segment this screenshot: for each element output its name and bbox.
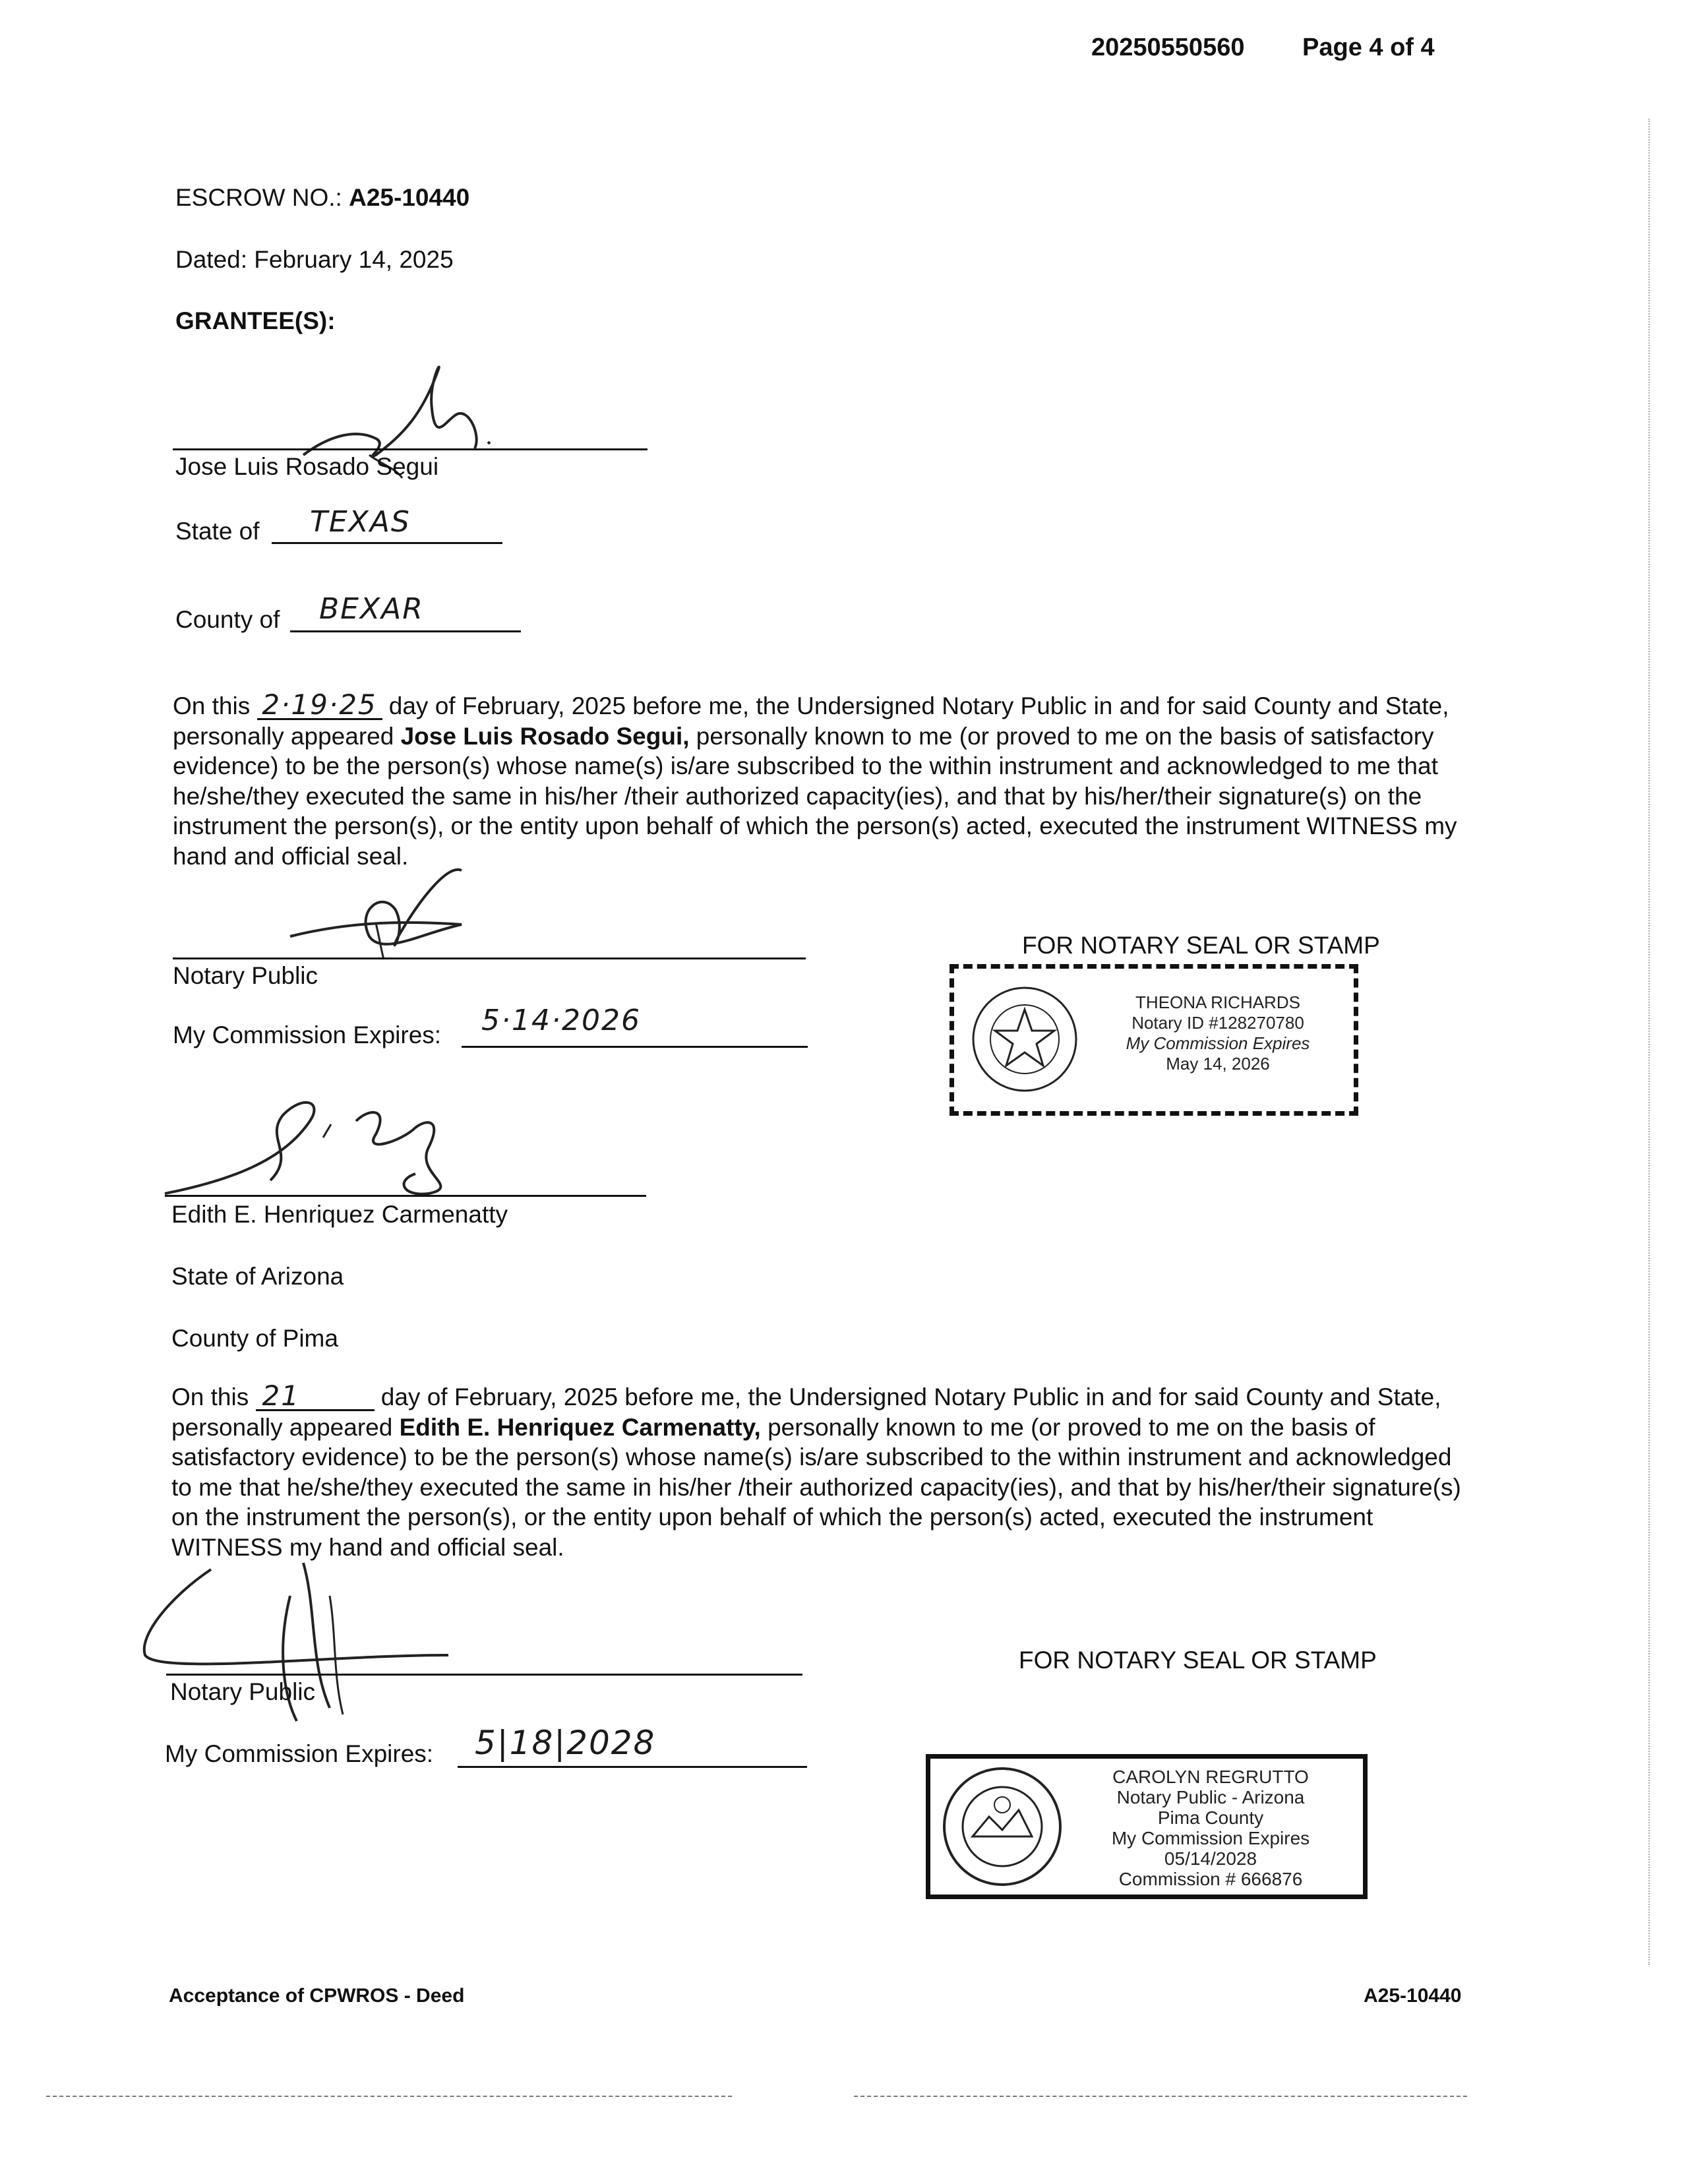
notary-stamp-arizona — [926, 1754, 1368, 1899]
scan-edge-bottom-left — [46, 2096, 732, 2097]
stamp-2-name: CAROLYN REGRUTTO — [1112, 1767, 1309, 1787]
state-line-1 — [272, 542, 502, 544]
notary-line-1 — [173, 957, 806, 959]
signer-2-county: County of Pima — [171, 1325, 338, 1352]
acknowledgement-paragraph-2 — [171, 1382, 1464, 1562]
signer-1-county-value: BEXAR — [319, 592, 424, 626]
notary-signature-graphic-1 — [264, 851, 501, 963]
escrow-label: ESCROW NO.: — [175, 184, 342, 211]
seal-heading-1: FOR NOTARY SEAL OR STAMP — [1022, 932, 1380, 959]
footer-document-title: Acceptance of CPWROS - Deed — [169, 1985, 465, 2007]
signer-2-name: Edith E. Henriquez Carmenatty — [171, 1201, 508, 1228]
acknowledgement-paragraph-1 — [173, 688, 1465, 871]
para-2-name: Edith E. Henriquez Carmenatty, — [399, 1413, 761, 1441]
notary-label-2: Notary Public — [170, 1678, 316, 1705]
texas-seal-icon — [969, 983, 1081, 1095]
stamp-2-expires-label: My Commission Expires — [1111, 1828, 1310, 1848]
on-this-label-2: On this — [171, 1383, 249, 1410]
commission-value-2: 5|18|2028 — [475, 1724, 656, 1762]
stamp-1-name: THEONA RICHARDS — [1135, 992, 1300, 1012]
commission-label-1: My Commission Expires: — [173, 1021, 442, 1048]
seal-heading-2: FOR NOTARY SEAL OR STAMP — [1019, 1647, 1377, 1674]
commission-line-2 — [458, 1766, 807, 1768]
notary-line-2 — [166, 1674, 802, 1676]
para-1-text: day of February, 2025 before me, the Undersigned Notary Public in and for said County and State, personally appeared — [173, 692, 1449, 750]
notary-stamp-texas — [950, 964, 1358, 1116]
signature-line-2 — [165, 1195, 646, 1197]
stamp-1-id: Notary ID #128270780 — [1131, 1013, 1304, 1033]
para-2-rest: personally known to me (or proved to me on the basis of satisfactory evidence) to be the person(s) whose name(s) is/are subscribed to the within instrument and acknowledged to me that he/she/they executed the same in his/her /their authorized capacity(ies), and that by his/her/their signature(s) on the instrument the person(s), or the entity upon behalf of which the person(s) acted, executed the instrument WITNESS my hand and official seal. — [171, 1413, 1461, 1561]
footer-escrow-number: A25-10440 — [1364, 1985, 1462, 2007]
scan-edge-bottom-right — [854, 2096, 1467, 2097]
commission-label-2: My Commission Expires: — [165, 1740, 434, 1767]
scan-edge-right — [1648, 119, 1650, 1965]
stamp-2-title: Notary Public - Arizona — [1116, 1787, 1305, 1807]
signer-1-state-label: State of — [175, 518, 260, 545]
signer-2-state: State of Arizona — [171, 1263, 344, 1290]
document-number: 20250550560 — [1091, 34, 1245, 61]
grantees-heading: GRANTEE(S): — [175, 307, 336, 334]
para-2-text: day of February, 2025 before me, the Undersigned Notary Public in and for said County and State, personally appeared — [171, 1383, 1441, 1441]
notary-label-1: Notary Public — [173, 962, 318, 989]
day-value-1: 2·19·25 — [257, 692, 382, 720]
commission-line-1 — [462, 1046, 808, 1048]
signature-graphic-2 — [152, 1081, 521, 1207]
escrow-number: A25-10440 — [349, 184, 470, 211]
para-1-name: Jose Luis Rosado Segui, — [400, 722, 690, 750]
stamp-2-expires-date: 05/14/2028 — [1164, 1848, 1257, 1869]
signer-1-state-value: TEXAS — [310, 505, 411, 539]
stamp-1-expires-label: My Commission Expires — [1126, 1033, 1310, 1053]
page-indicator: Page 4 of 4 — [1302, 34, 1435, 61]
signer-1-county-label: County of — [175, 606, 280, 633]
stamp-2-county: Pima County — [1157, 1807, 1264, 1828]
stamp-2-commission: Commission # 666876 — [1118, 1869, 1303, 1889]
county-line-1 — [290, 630, 521, 632]
day-value-2: 21 — [256, 1383, 375, 1411]
escrow-line — [175, 183, 469, 212]
commission-value-1: 5·14·2026 — [481, 1004, 641, 1037]
on-this-label-1: On this — [173, 692, 251, 719]
stamp-1-expires-date: May 14, 2026 — [1166, 1054, 1270, 1074]
para-1-rest: personally known to me (or proved to me on the basis of satisfactory evidence) to be the person(s) whose name(s) is/are subscribed to the within instrument and acknowledged to me that he/she/they executed the same in his/her /their authorized capacity(ies), and that by his/her/their signature(s) on the instrument the person(s), or the entity upon behalf of which the person(s) acted, executed the instrument WITNESS my hand and official seal. — [173, 722, 1457, 870]
signer-1-name: Jose Luis Rosado Segui — [175, 453, 439, 480]
signature-line-1 — [173, 448, 648, 450]
arizona-seal-icon — [940, 1764, 1065, 1889]
dated-line: Dated: February 14, 2025 — [175, 246, 454, 273]
